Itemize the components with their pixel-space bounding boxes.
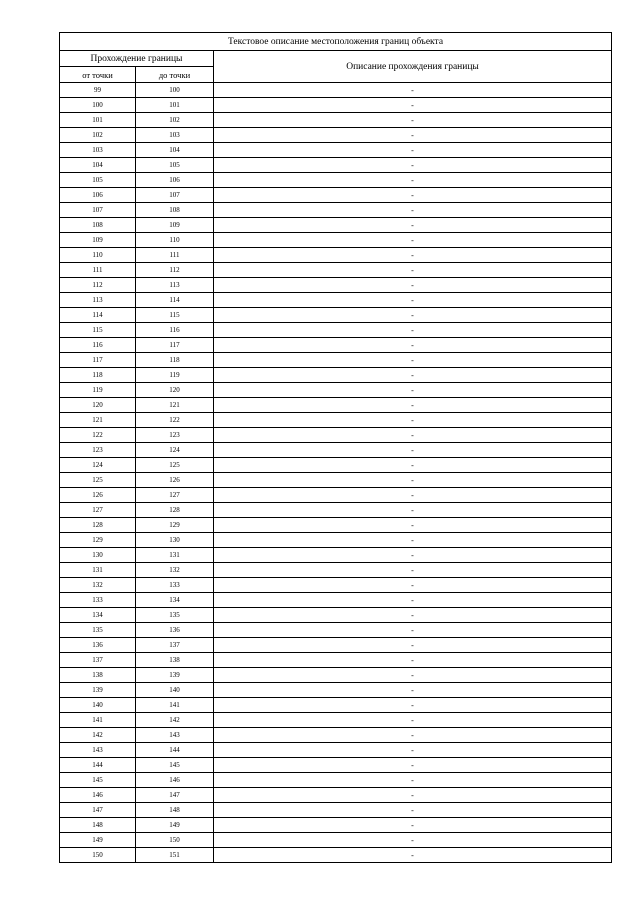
table-row — [60, 638, 612, 653]
table-header — [60, 33, 612, 83]
description-cell: - — [214, 563, 612, 578]
to-point-cell: 125 — [136, 458, 214, 473]
description-cell: - — [214, 263, 612, 278]
to-point-cell: 114 — [136, 293, 214, 308]
to-point-cell: 104 — [136, 143, 214, 158]
to-point-cell: 100 — [136, 83, 214, 98]
table-row — [60, 188, 612, 203]
description-cell: - — [214, 503, 612, 518]
from-point-cell: 124 — [60, 458, 136, 473]
table-row — [60, 668, 612, 683]
from-point-cell: 99 — [60, 83, 136, 98]
table-row — [60, 488, 612, 503]
table-row — [60, 848, 612, 863]
from-point-cell: 101 — [60, 113, 136, 128]
from-point-cell: 112 — [60, 278, 136, 293]
description-cell: - — [214, 608, 612, 623]
description-cell: - — [214, 128, 612, 143]
from-point-cell: 100 — [60, 98, 136, 113]
from-point-cell: 128 — [60, 518, 136, 533]
to-point-cell: 146 — [136, 773, 214, 788]
to-point-cell: 128 — [136, 503, 214, 518]
description-cell: - — [214, 443, 612, 458]
to-point-cell: 103 — [136, 128, 214, 143]
description-cell: - — [214, 683, 612, 698]
from-point-cell: 109 — [60, 233, 136, 248]
table-row — [60, 278, 612, 293]
table-row — [60, 413, 612, 428]
table-title: Текстовое описание местоположения границ объекта — [60, 33, 612, 51]
table-row — [60, 533, 612, 548]
from-point-cell: 111 — [60, 263, 136, 278]
table-row — [60, 143, 612, 158]
description-cell: - — [214, 113, 612, 128]
from-point-cell: 108 — [60, 218, 136, 233]
table-row — [60, 818, 612, 833]
to-point-cell: 140 — [136, 683, 214, 698]
from-point-cell: 139 — [60, 683, 136, 698]
to-point-cell: 120 — [136, 383, 214, 398]
description-cell: - — [214, 533, 612, 548]
description-cell: - — [214, 248, 612, 263]
table-row — [60, 743, 612, 758]
to-point-cell: 117 — [136, 338, 214, 353]
description-cell: - — [214, 818, 612, 833]
to-point-cell: 139 — [136, 668, 214, 683]
table-row — [60, 698, 612, 713]
description-cell: - — [214, 668, 612, 683]
from-point-cell: 118 — [60, 368, 136, 383]
description-cell: - — [214, 398, 612, 413]
description-cell: - — [214, 458, 612, 473]
to-point-header: до точки — [136, 67, 214, 83]
from-point-cell: 103 — [60, 143, 136, 158]
table-row — [60, 503, 612, 518]
from-point-cell: 107 — [60, 203, 136, 218]
to-point-cell: 109 — [136, 218, 214, 233]
from-point-cell: 127 — [60, 503, 136, 518]
table-row — [60, 203, 612, 218]
description-cell: - — [214, 788, 612, 803]
from-point-cell: 149 — [60, 833, 136, 848]
to-point-cell: 136 — [136, 623, 214, 638]
table-row — [60, 683, 612, 698]
from-point-cell: 141 — [60, 713, 136, 728]
description-cell: - — [214, 803, 612, 818]
from-point-cell: 105 — [60, 173, 136, 188]
description-cell: - — [214, 338, 612, 353]
from-point-cell: 148 — [60, 818, 136, 833]
description-cell: - — [214, 353, 612, 368]
to-point-cell: 148 — [136, 803, 214, 818]
table-row — [60, 83, 612, 98]
from-point-cell: 140 — [60, 698, 136, 713]
description-cell: - — [214, 83, 612, 98]
description-cell: - — [214, 98, 612, 113]
to-point-cell: 137 — [136, 638, 214, 653]
description-cell: - — [214, 833, 612, 848]
table-row — [60, 653, 612, 668]
from-point-cell: 133 — [60, 593, 136, 608]
table-row — [60, 113, 612, 128]
description-cell: - — [214, 698, 612, 713]
to-point-cell: 147 — [136, 788, 214, 803]
from-point-cell: 106 — [60, 188, 136, 203]
table-row — [60, 803, 612, 818]
to-point-cell: 145 — [136, 758, 214, 773]
to-point-cell: 134 — [136, 593, 214, 608]
from-point-cell: 138 — [60, 668, 136, 683]
description-cell: - — [214, 383, 612, 398]
description-cell: - — [214, 233, 612, 248]
description-cell: - — [214, 188, 612, 203]
to-point-cell: 122 — [136, 413, 214, 428]
description-cell: - — [214, 203, 612, 218]
to-point-cell: 127 — [136, 488, 214, 503]
to-point-cell: 130 — [136, 533, 214, 548]
to-point-cell: 138 — [136, 653, 214, 668]
from-point-cell: 120 — [60, 398, 136, 413]
description-cell: - — [214, 623, 612, 638]
to-point-cell: 113 — [136, 278, 214, 293]
from-point-cell: 104 — [60, 158, 136, 173]
from-point-cell: 123 — [60, 443, 136, 458]
to-point-cell: 129 — [136, 518, 214, 533]
description-cell: - — [214, 578, 612, 593]
to-point-cell: 110 — [136, 233, 214, 248]
table-row — [60, 758, 612, 773]
table-row — [60, 158, 612, 173]
table-row — [60, 173, 612, 188]
description-cell: - — [214, 548, 612, 563]
table-row — [60, 338, 612, 353]
table-row — [60, 518, 612, 533]
from-point-cell: 114 — [60, 308, 136, 323]
from-point-cell: 144 — [60, 758, 136, 773]
table-row — [60, 593, 612, 608]
table-row — [60, 218, 612, 233]
to-point-cell: 102 — [136, 113, 214, 128]
from-point-cell: 117 — [60, 353, 136, 368]
from-point-cell: 122 — [60, 428, 136, 443]
description-cell: - — [214, 488, 612, 503]
description-cell: - — [214, 173, 612, 188]
to-point-cell: 118 — [136, 353, 214, 368]
table-row — [60, 248, 612, 263]
description-cell: - — [214, 293, 612, 308]
table-row — [60, 293, 612, 308]
boundary-passage-header: Прохождение границы — [60, 51, 214, 67]
table-row — [60, 398, 612, 413]
table-row — [60, 128, 612, 143]
to-point-cell: 112 — [136, 263, 214, 278]
from-point-cell: 137 — [60, 653, 136, 668]
table-row — [60, 233, 612, 248]
to-point-cell: 121 — [136, 398, 214, 413]
table-row — [60, 608, 612, 623]
from-point-cell: 121 — [60, 413, 136, 428]
from-point-cell: 116 — [60, 338, 136, 353]
table-row — [60, 713, 612, 728]
description-cell: - — [214, 773, 612, 788]
to-point-cell: 124 — [136, 443, 214, 458]
to-point-cell: 126 — [136, 473, 214, 488]
to-point-cell: 133 — [136, 578, 214, 593]
description-cell: - — [214, 473, 612, 488]
description-cell: - — [214, 758, 612, 773]
to-point-cell: 131 — [136, 548, 214, 563]
to-point-cell: 143 — [136, 728, 214, 743]
from-point-cell: 146 — [60, 788, 136, 803]
from-point-cell: 119 — [60, 383, 136, 398]
table-row — [60, 623, 612, 638]
table-row — [60, 773, 612, 788]
table-row — [60, 263, 612, 278]
table-row — [60, 323, 612, 338]
to-point-cell: 116 — [136, 323, 214, 338]
table-row — [60, 353, 612, 368]
from-point-cell: 113 — [60, 293, 136, 308]
table-row — [60, 443, 612, 458]
description-cell: - — [214, 593, 612, 608]
from-point-cell: 143 — [60, 743, 136, 758]
table-row — [60, 308, 612, 323]
to-point-cell: 144 — [136, 743, 214, 758]
to-point-cell: 108 — [136, 203, 214, 218]
from-point-cell: 150 — [60, 848, 136, 863]
description-cell: - — [214, 218, 612, 233]
from-point-cell: 102 — [60, 128, 136, 143]
from-point-cell: 132 — [60, 578, 136, 593]
from-point-cell: 145 — [60, 773, 136, 788]
from-point-cell: 147 — [60, 803, 136, 818]
boundary-table — [59, 32, 612, 863]
from-point-cell: 135 — [60, 623, 136, 638]
description-cell: - — [214, 653, 612, 668]
table-row — [60, 368, 612, 383]
table-body — [60, 83, 612, 863]
to-point-cell: 149 — [136, 818, 214, 833]
from-point-cell: 129 — [60, 533, 136, 548]
to-point-cell: 135 — [136, 608, 214, 623]
to-point-cell: 101 — [136, 98, 214, 113]
to-point-cell: 141 — [136, 698, 214, 713]
to-point-cell: 142 — [136, 713, 214, 728]
description-header: Описание прохождения границы — [214, 51, 612, 83]
description-cell: - — [214, 518, 612, 533]
description-cell: - — [214, 428, 612, 443]
table-row — [60, 458, 612, 473]
from-point-cell: 142 — [60, 728, 136, 743]
description-cell: - — [214, 713, 612, 728]
to-point-cell: 150 — [136, 833, 214, 848]
description-cell: - — [214, 278, 612, 293]
from-point-cell: 131 — [60, 563, 136, 578]
description-cell: - — [214, 743, 612, 758]
to-point-cell: 105 — [136, 158, 214, 173]
description-cell: - — [214, 368, 612, 383]
from-point-cell: 134 — [60, 608, 136, 623]
table-row — [60, 428, 612, 443]
description-cell: - — [214, 728, 612, 743]
from-point-cell: 126 — [60, 488, 136, 503]
to-point-cell: 119 — [136, 368, 214, 383]
description-cell: - — [214, 413, 612, 428]
table-row — [60, 833, 612, 848]
table-row — [60, 98, 612, 113]
description-cell: - — [214, 638, 612, 653]
table-row — [60, 473, 612, 488]
table-row — [60, 548, 612, 563]
description-cell: - — [214, 143, 612, 158]
table-row — [60, 383, 612, 398]
from-point-cell: 125 — [60, 473, 136, 488]
from-point-cell: 130 — [60, 548, 136, 563]
table-row — [60, 728, 612, 743]
from-point-cell: 136 — [60, 638, 136, 653]
description-cell: - — [214, 308, 612, 323]
table-row — [60, 578, 612, 593]
to-point-cell: 106 — [136, 173, 214, 188]
to-point-cell: 151 — [136, 848, 214, 863]
table-row — [60, 563, 612, 578]
to-point-cell: 123 — [136, 428, 214, 443]
to-point-cell: 111 — [136, 248, 214, 263]
to-point-cell: 107 — [136, 188, 214, 203]
description-cell: - — [214, 323, 612, 338]
table-row — [60, 788, 612, 803]
from-point-cell: 110 — [60, 248, 136, 263]
to-point-cell: 115 — [136, 308, 214, 323]
from-point-cell: 115 — [60, 323, 136, 338]
to-point-cell: 132 — [136, 563, 214, 578]
description-cell: - — [214, 848, 612, 863]
description-cell: - — [214, 158, 612, 173]
from-point-header: от точки — [60, 67, 136, 83]
